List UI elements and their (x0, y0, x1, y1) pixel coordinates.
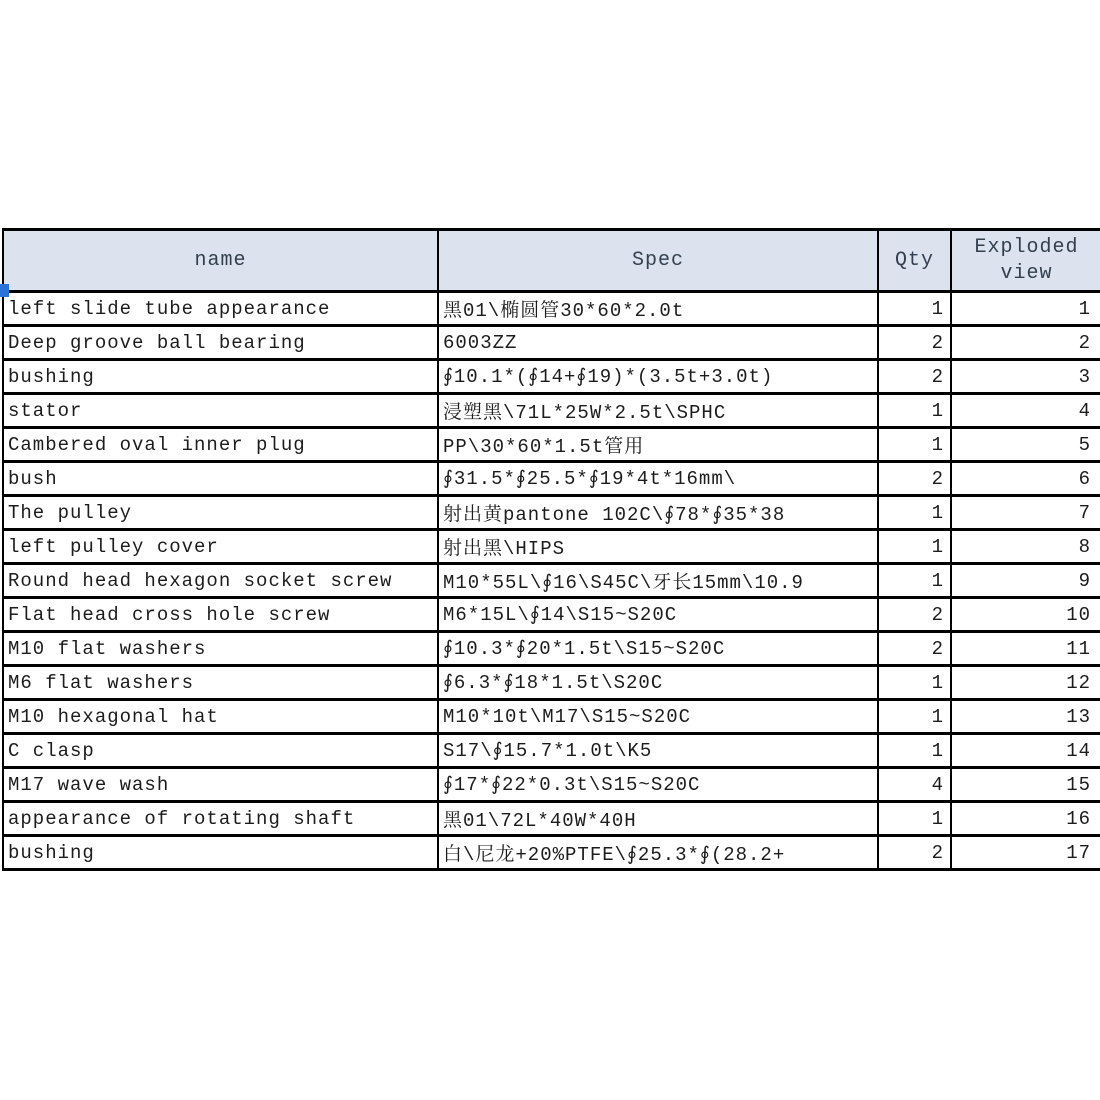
table-row (3, 734, 1100, 768)
cell-name[interactable]: appearance of rotating shaft (3, 802, 438, 836)
cell-name[interactable]: C clasp (3, 734, 438, 768)
table-row (3, 666, 1100, 700)
cell-name[interactable]: M10 flat washers (3, 632, 438, 666)
cell-spec[interactable]: ∮31.5*∮25.5*∮19*4t*16mm\ (438, 462, 878, 496)
cell-spec[interactable]: M6*15L\∮14\S15~S20C (438, 598, 878, 632)
cell-name[interactable]: bushing (3, 836, 438, 870)
cell-name[interactable]: bush (3, 462, 438, 496)
table-row (3, 462, 1100, 496)
table-row (3, 394, 1100, 428)
table-row (3, 496, 1100, 530)
cell-qty[interactable]: 1 (878, 564, 951, 598)
cell-exploded-view[interactable]: 11 (951, 632, 1100, 666)
cell-spec[interactable]: 射出黑\HIPS (438, 530, 878, 564)
table-row (3, 428, 1100, 462)
cell-qty[interactable]: 1 (878, 700, 951, 734)
cell-name[interactable]: left pulley cover (3, 530, 438, 564)
cell-exploded-view[interactable]: 12 (951, 666, 1100, 700)
cell-name[interactable]: Cambered oval inner plug (3, 428, 438, 462)
cell-exploded-view[interactable]: 8 (951, 530, 1100, 564)
cell-qty[interactable]: 2 (878, 360, 951, 394)
cell-spec[interactable]: 黑01\72L*40W*40H (438, 802, 878, 836)
cell-name[interactable]: Deep groove ball bearing (3, 326, 438, 360)
table-row (3, 530, 1100, 564)
column-header-exploded[interactable]: Exploded view (951, 230, 1100, 292)
selection-handle[interactable] (0, 284, 9, 297)
cell-qty[interactable]: 1 (878, 292, 951, 326)
cell-spec[interactable]: PP\30*60*1.5t管用 (438, 428, 878, 462)
table-row (3, 326, 1100, 360)
cell-exploded-view[interactable]: 17 (951, 836, 1100, 870)
cell-spec[interactable]: 白\尼龙+20%PTFE\∮25.3*∮(28.2+ (438, 836, 878, 870)
cell-spec[interactable]: M10*55L\∮16\S45C\牙长15mm\10.9 (438, 564, 878, 598)
cell-spec[interactable]: 射出黄pantone 102C\∮78*∮35*38 (438, 496, 878, 530)
cell-qty[interactable]: 1 (878, 666, 951, 700)
cell-exploded-view[interactable]: 14 (951, 734, 1100, 768)
cell-exploded-view[interactable]: 5 (951, 428, 1100, 462)
table-row (3, 360, 1100, 394)
cell-name[interactable]: M6 flat washers (3, 666, 438, 700)
cell-qty[interactable]: 2 (878, 632, 951, 666)
cell-exploded-view[interactable]: 6 (951, 462, 1100, 496)
cell-spec[interactable]: 6003ZZ (438, 326, 878, 360)
cell-qty[interactable]: 1 (878, 530, 951, 564)
table-header-row (3, 230, 1100, 292)
cell-name[interactable]: M17 wave wash (3, 768, 438, 802)
cell-spec[interactable]: ∮17*∮22*0.3t\S15~S20C (438, 768, 878, 802)
cell-exploded-view[interactable]: 15 (951, 768, 1100, 802)
cell-exploded-view[interactable]: 3 (951, 360, 1100, 394)
cell-name[interactable]: Flat head cross hole screw (3, 598, 438, 632)
table-row (3, 564, 1100, 598)
bom-table (2, 228, 1100, 871)
cell-spec[interactable]: S17\∮15.7*1.0t\K5 (438, 734, 878, 768)
cell-exploded-view[interactable]: 10 (951, 598, 1100, 632)
cell-qty[interactable]: 2 (878, 462, 951, 496)
cell-qty[interactable]: 2 (878, 598, 951, 632)
cell-name[interactable]: stator (3, 394, 438, 428)
column-header-spec[interactable]: Spec (438, 230, 878, 292)
cell-name[interactable]: left slide tube appearance (3, 292, 438, 326)
cell-spec[interactable]: ∮10.3*∮20*1.5t\S15~S20C (438, 632, 878, 666)
cell-name[interactable]: M10 hexagonal hat (3, 700, 438, 734)
cell-qty[interactable]: 2 (878, 326, 951, 360)
cell-exploded-view[interactable]: 16 (951, 802, 1100, 836)
table-row (3, 836, 1100, 870)
cell-exploded-view[interactable]: 4 (951, 394, 1100, 428)
cell-name[interactable]: bushing (3, 360, 438, 394)
cell-qty[interactable]: 4 (878, 768, 951, 802)
table-row (3, 700, 1100, 734)
cell-spec[interactable]: 浸塑黑\71L*25W*2.5t\SPHC (438, 394, 878, 428)
cell-qty[interactable]: 1 (878, 428, 951, 462)
cell-name[interactable]: Round head hexagon socket screw (3, 564, 438, 598)
cell-exploded-view[interactable]: 7 (951, 496, 1100, 530)
cell-spec[interactable]: ∮6.3*∮18*1.5t\S20C (438, 666, 878, 700)
cell-qty[interactable]: 1 (878, 394, 951, 428)
cell-spec[interactable]: M10*10t\M17\S15~S20C (438, 700, 878, 734)
table-row (3, 632, 1100, 666)
table-row (3, 802, 1100, 836)
cell-qty[interactable]: 1 (878, 734, 951, 768)
cell-exploded-view[interactable]: 1 (951, 292, 1100, 326)
cell-name[interactable]: The pulley (3, 496, 438, 530)
cell-exploded-view[interactable]: 9 (951, 564, 1100, 598)
cell-spec[interactable]: 黑01\椭圆管30*60*2.0t (438, 292, 878, 326)
table-row (3, 292, 1100, 326)
table-row (3, 598, 1100, 632)
column-header-qty[interactable]: Qty (878, 230, 951, 292)
column-header-name[interactable]: name (3, 230, 438, 292)
cell-qty[interactable]: 1 (878, 802, 951, 836)
cell-exploded-view[interactable]: 13 (951, 700, 1100, 734)
cell-spec[interactable]: ∮10.1*(∮14+∮19)*(3.5t+3.0t) (438, 360, 878, 394)
table-row (3, 768, 1100, 802)
cell-qty[interactable]: 1 (878, 496, 951, 530)
cell-qty[interactable]: 2 (878, 836, 951, 870)
cell-exploded-view[interactable]: 2 (951, 326, 1100, 360)
